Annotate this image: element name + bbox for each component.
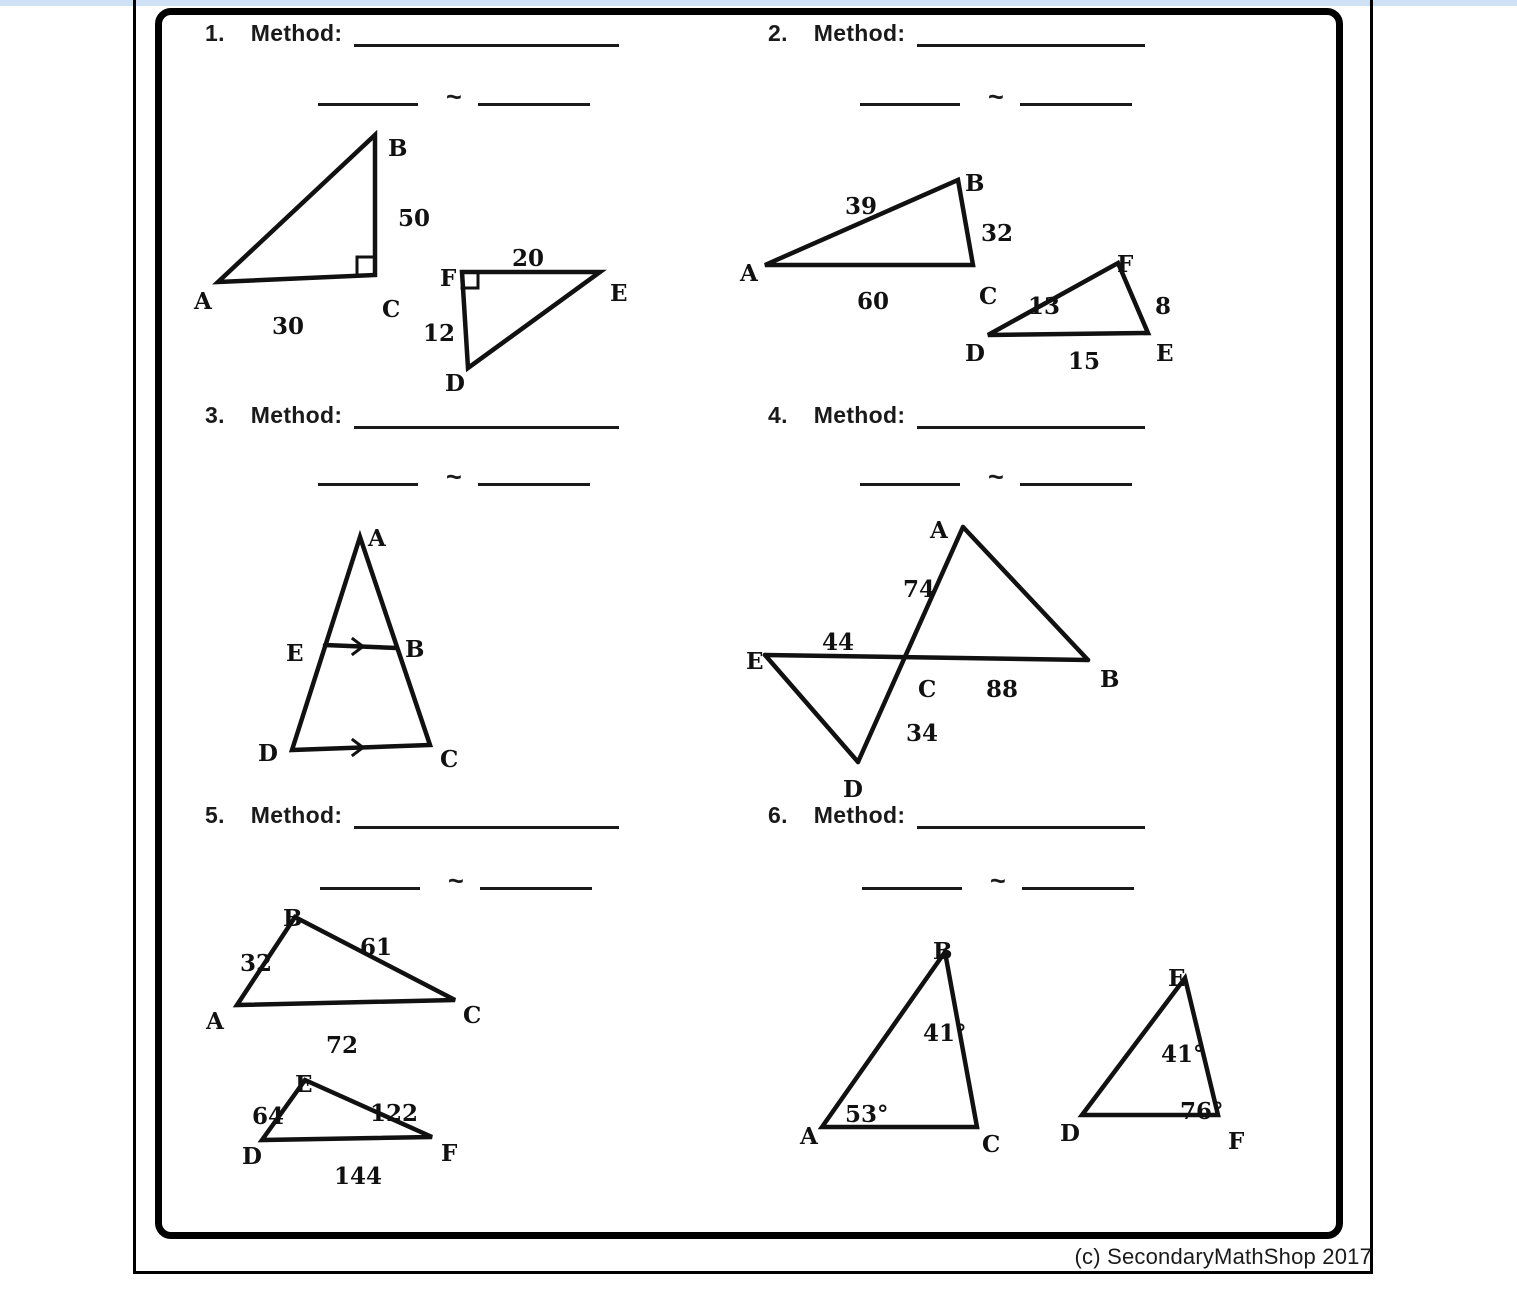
side-label-bc: 50 — [398, 205, 431, 232]
method-answer-blank — [917, 23, 1145, 47]
side-label-de: 64 — [252, 1103, 285, 1130]
method-answer-blank — [354, 805, 619, 829]
vertex-label-b: B — [405, 636, 425, 663]
diagram-problem-3 — [250, 495, 510, 775]
problem-6-similarity-statement — [862, 866, 1134, 896]
diagram-problem-5 — [200, 890, 520, 1190]
side-label-ac: 30 — [272, 313, 305, 340]
problem-3-similarity-statement — [318, 462, 590, 492]
side-label-bc: 32 — [981, 220, 1014, 247]
problem-number: 4. — [768, 402, 788, 428]
vertex-label-e: E — [746, 648, 764, 675]
similarity-blank-left — [860, 462, 960, 486]
method-answer-blank — [917, 405, 1145, 429]
method-label: Method: — [250, 802, 343, 828]
side-label-cb: 88 — [986, 676, 1019, 703]
vertex-label-f: F — [440, 265, 457, 292]
vertex-label-c: C — [382, 296, 401, 323]
vertex-label-b: B — [965, 170, 985, 197]
angle-label-f: 76° — [1180, 1098, 1224, 1125]
method-answer-blank — [354, 23, 619, 47]
similar-symbol: ~ — [990, 866, 1006, 896]
segment-ba — [963, 527, 1088, 660]
problem-2-similarity-statement — [860, 82, 1132, 112]
problem-number: 1. — [205, 20, 225, 46]
vertex-label-e: E — [286, 640, 304, 667]
diagram-problem-4 — [740, 500, 1140, 803]
vertex-label-b: B — [283, 905, 303, 932]
vertex-label-c: C — [463, 1002, 482, 1029]
similarity-blank-left — [318, 82, 418, 106]
vertex-label-e: E — [1168, 965, 1186, 992]
vertex-label-a: A — [800, 1123, 818, 1150]
segment-eb — [765, 655, 1088, 660]
method-label: Method: — [250, 20, 343, 46]
right-angle-marker-c — [357, 257, 375, 275]
problem-number: 5. — [205, 802, 225, 828]
similar-symbol: ~ — [446, 462, 462, 492]
method-answer-blank — [917, 805, 1145, 829]
problem-2-header — [768, 20, 1145, 47]
vertex-label-c: C — [440, 746, 459, 773]
diagram-problem-6 — [790, 910, 1260, 1165]
problem-5-similarity-statement — [320, 866, 592, 896]
side-label-bc: 61 — [360, 934, 393, 961]
vertex-label-c: C — [918, 676, 937, 703]
similar-symbol: ~ — [448, 866, 464, 896]
similarity-blank-right — [1020, 82, 1132, 106]
angle-label-b: 41° — [923, 1020, 967, 1047]
side-label-cd: 34 — [906, 720, 939, 747]
side-label-fd: 12 — [423, 320, 456, 347]
vertex-label-f: F — [1117, 251, 1134, 278]
side-label-fe: 20 — [512, 245, 545, 272]
side-label-ac: 72 — [326, 1032, 359, 1059]
similar-symbol: ~ — [988, 82, 1004, 112]
similar-symbol: ~ — [988, 462, 1004, 492]
problem-4-header — [768, 402, 1145, 429]
vertex-label-a: A — [740, 260, 758, 287]
similarity-blank-right — [478, 82, 590, 106]
side-label-de: 15 — [1068, 348, 1101, 375]
triangle-abc-outline — [218, 135, 375, 282]
similarity-blank-left — [318, 462, 418, 486]
copyright-text: (c) SecondaryMathShop 2017 — [1074, 1244, 1372, 1269]
vertex-label-a: A — [368, 525, 386, 552]
problem-3-header — [205, 402, 619, 429]
method-label: Method: — [813, 802, 906, 828]
problem-6-header — [768, 802, 1145, 829]
side-label-fe: 8 — [1155, 293, 1172, 320]
vertex-label-a: A — [194, 288, 212, 315]
problem-number: 2. — [768, 20, 788, 46]
vertex-label-b: B — [1100, 666, 1120, 693]
vertex-label-f: F — [441, 1140, 458, 1167]
vertex-label-d: D — [965, 340, 985, 367]
vertex-label-a: A — [930, 517, 948, 544]
problem-1-similarity-statement — [318, 82, 590, 112]
segment-ed — [765, 655, 858, 762]
similarity-blank-right — [480, 866, 592, 890]
vertex-label-a: A — [206, 1008, 224, 1035]
similar-symbol: ~ — [446, 82, 462, 112]
method-label: Method: — [813, 402, 906, 428]
side-label-ab: 39 — [845, 193, 878, 220]
vertex-label-f: F — [1228, 1128, 1245, 1155]
problem-5-header — [205, 802, 619, 829]
vertex-label-e: E — [610, 280, 628, 307]
similarity-blank-left — [860, 82, 960, 106]
vertex-label-c: C — [979, 283, 998, 310]
vertex-label-d: D — [258, 740, 278, 767]
similarity-blank-right — [1022, 866, 1134, 890]
similarity-blank-right — [1020, 462, 1132, 486]
method-answer-blank — [354, 405, 619, 429]
side-label-ef: 122 — [370, 1100, 419, 1127]
vertex-label-e: E — [1156, 340, 1174, 367]
vertex-label-d: D — [843, 776, 863, 803]
vertex-label-d: D — [1060, 1120, 1080, 1147]
problem-number: 6. — [768, 802, 788, 828]
diagram-problem-1 — [190, 110, 660, 405]
similarity-blank-left — [862, 866, 962, 890]
angle-label-a: 53° — [845, 1101, 889, 1128]
vertex-label-c: C — [982, 1131, 1001, 1158]
vertex-label-d: D — [242, 1143, 262, 1170]
method-label: Method: — [813, 20, 906, 46]
side-label-ab: 32 — [240, 950, 273, 977]
side-label-df: 13 — [1028, 293, 1061, 320]
side-label-df: 144 — [334, 1163, 383, 1190]
side-label-ac: 74 — [903, 576, 936, 603]
triangle-def-outline — [462, 272, 600, 368]
diagram-problem-2 — [735, 150, 1205, 380]
side-label-ac: 60 — [857, 288, 890, 315]
vertex-label-b: B — [388, 135, 408, 162]
problem-number: 3. — [205, 402, 225, 428]
vertex-label-e: E — [295, 1071, 313, 1098]
method-label: Method: — [250, 402, 343, 428]
vertex-label-d: D — [445, 370, 465, 397]
angle-label-e: 41° — [1161, 1041, 1205, 1068]
problem-4-similarity-statement — [860, 462, 1132, 492]
similarity-blank-right — [478, 462, 590, 486]
vertex-label-b: B — [933, 938, 953, 965]
problem-1-header — [205, 20, 619, 47]
side-label-ec: 44 — [822, 629, 855, 656]
similarity-blank-left — [320, 866, 420, 890]
